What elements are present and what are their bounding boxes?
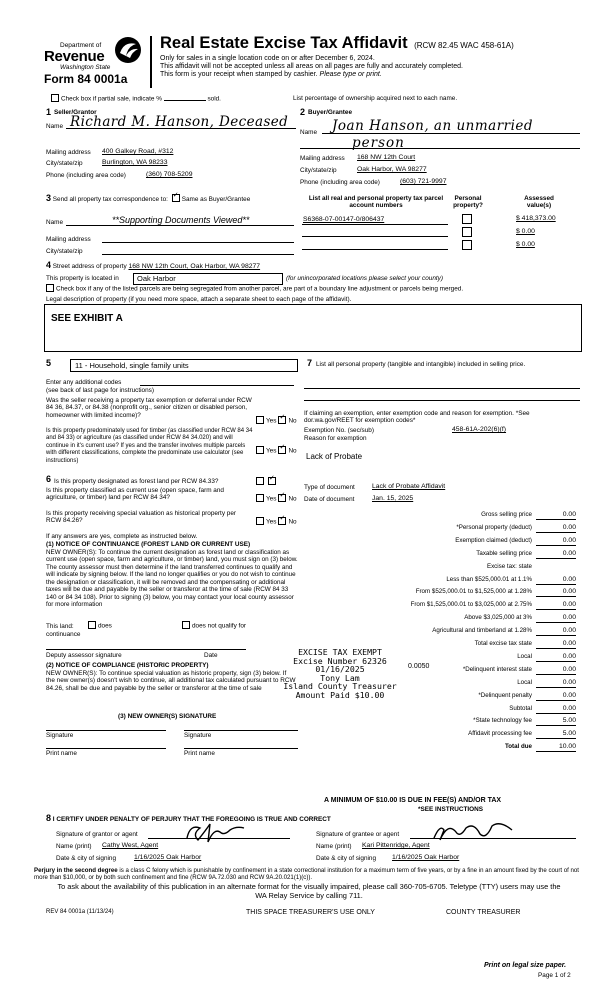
personal-property-checkbox-3[interactable] <box>462 240 472 250</box>
timber-yes-checkbox[interactable] <box>256 446 264 454</box>
corr-address-line <box>102 242 294 243</box>
receipt-note: This form is your receipt when stamped by cashier. <box>160 71 318 78</box>
location-label: This property is located in <box>46 275 119 282</box>
grantee-name-label: Name (print) <box>316 843 352 850</box>
fee-value[interactable]: 0.00 <box>536 666 576 675</box>
see-instructions: *SEE INSTRUCTIONS <box>418 806 483 813</box>
does-qualify-checkbox[interactable] <box>88 621 96 629</box>
doc-date-label: Date of document <box>304 496 355 503</box>
timber-yes-no <box>254 447 297 455</box>
accessibility-note: To ask about the availability of this publication in an alternate format for the visually impaired, please call 360-705-6705. Teletype (TTY) users may use the WA Relay Service by calling 711. <box>57 882 561 900</box>
fee-value[interactable]: 0.00 <box>536 653 576 662</box>
buyer-name-field[interactable]: Joan Hanson, an unmarried <box>332 118 534 134</box>
header-subtitle-1: Only for sales in a single location code on or after December 6, 2024. <box>160 55 375 62</box>
fee-value[interactable]: 0.00 <box>536 627 576 636</box>
this-land-label: This land: <box>46 623 74 630</box>
revision-label: REV 84 0001a (11/13/24) <box>46 909 114 915</box>
form-rcw: (RCW 82.45 WAC 458-61A) <box>414 41 514 50</box>
stamp-line-3: 01/16/2025 <box>315 664 365 675</box>
county-treasurer-label: COUNTY TREASURER <box>446 909 521 916</box>
buyer-name-label: Name <box>300 129 318 136</box>
continuance-body: NEW OWNER(S): To continue the current designation as forest land or classification as current use (open space, farm and agriculture, or timber) land, you must sign on (3) below. The county assessor must then determine if the land transferred continues to qualify and will indicate by signing below. If the land no longer qualifies or you do not wish to continue the designation or classification, it will be removed and the compensating or additional taxes will be due and payable by the seller or transferor at the time of sale (RCW 84 33 140 or 84 34 108). Prior to signing (3) below, you may contact your local county assessor for more information <box>46 549 298 609</box>
fee-label: Total excise tax state <box>474 640 532 647</box>
timber-no-checkbox[interactable] <box>278 446 286 454</box>
fee-label: *Delinquent penalty <box>478 691 532 699</box>
forest-question: Is this property designated as forest land per RCW 84.33? <box>54 478 219 485</box>
buyer-address-label: Mailing address <box>300 155 345 162</box>
perjury-note <box>34 867 580 881</box>
parcel-row-3-line <box>302 249 448 250</box>
deputy-date-label: Date <box>204 652 218 659</box>
does-qualify-label: does <box>98 622 112 630</box>
stamp-line-4: Tony Lam <box>320 672 360 683</box>
fee-label: Gross selling price <box>481 511 532 518</box>
header-subtitle-3 <box>160 71 382 79</box>
new-owner-sig-label-1: Signature <box>46 732 74 739</box>
correspondence-label: Send all property tax correspondence to: <box>52 196 168 203</box>
buyer-phone-label: Phone (including area code) <box>300 179 380 186</box>
fee-label: Affidavit processing fee <box>468 730 532 738</box>
seller-address-label: Mailing address <box>46 149 91 156</box>
use-code-value: 11 - Household, single family units <box>75 361 189 370</box>
fee-value[interactable]: 0.00 <box>536 601 576 610</box>
seller-city-label: City/state/zip <box>46 160 83 167</box>
new-owner-sig-line-2[interactable] <box>184 730 298 731</box>
personal-property-line[interactable] <box>304 388 580 389</box>
segregated-label: Check box if any of the listed parcels are being segregated from another parcel, are part of a boundary line adjustment or parcels being merged. <box>56 285 464 293</box>
forest-no-checkbox[interactable] <box>268 477 276 485</box>
fee-label: Agricultural and timberland at 1.28% <box>432 627 532 635</box>
does-not-qualify-checkbox[interactable] <box>182 621 190 629</box>
partial-sale-label: Check box if partial sale, indicate % <box>61 95 162 103</box>
street-address-field[interactable]: 168 NW 12th Court, Oak Harbor, WA 98277 <box>128 263 261 270</box>
fee-value[interactable]: 10.00 <box>536 743 576 752</box>
perjury-title: Perjury in the second degree <box>34 867 118 874</box>
buyer-city-label: City/state/zip <box>300 167 337 174</box>
section-2-num: 2 <box>300 107 306 117</box>
new-owner-sig-title: (3) NEW OWNER(S) SIGNATURE <box>118 713 217 720</box>
seller-address-field[interactable]: 400 Galkey Road, #312 <box>102 148 174 155</box>
does-not-option <box>180 622 246 630</box>
exemption-claim-note: If claiming an exemption, enter exemption code and reason for exemption. *See dor.wa.gov/REET for exemption codes* <box>304 410 530 425</box>
section-3-row: 3 Send all property tax correspondence to: ✓ Same as Buyer/Grantee <box>46 195 250 204</box>
seller-name-field[interactable]: Richard M. Hanson, Deceased <box>70 114 289 130</box>
new-owner-print-label-1: Print name <box>46 750 77 757</box>
parcel-acct-1[interactable]: S6368-07-00147-0/806437 <box>303 216 385 223</box>
revenue-logo-icon <box>114 36 142 64</box>
same-as-buyer-checkbox[interactable] <box>172 194 180 202</box>
timber-no-label: No <box>288 447 297 455</box>
fee-value[interactable]: 0.00 <box>536 550 576 559</box>
grantor-sig-label: Signature of grantor or agent <box>56 831 138 838</box>
fee-label: Taxable selling price <box>476 549 532 557</box>
corr-address-label: Mailing address <box>46 236 91 243</box>
if-any-note: If any answers are yes, complete as instructed below. <box>46 533 198 540</box>
compliance-title: (2) NOTICE OF COMPLIANCE (HISTORIC PROPERTY) <box>46 662 209 669</box>
current-use-no-checkbox[interactable] <box>278 494 286 502</box>
grantor-name-field[interactable]: Cathy West, Agent <box>102 842 159 849</box>
parcel-header-2: Personal property? <box>453 195 483 210</box>
partial-sold-label: sold. <box>207 95 221 103</box>
fee-label: Excise tax: state <box>486 562 532 570</box>
fee-value[interactable]: 5.00 <box>536 717 576 726</box>
buyer-phone-field[interactable]: (603) 721-9997 <box>400 178 447 185</box>
current-use-yes-label: Yes <box>266 495 277 503</box>
certify-title: I CERTIFY UNDER PENALTY OF PERJURY THAT THE FOREGOING IS TRUE AND CORRECT <box>52 816 331 823</box>
same-as-buyer-label: Same as Buyer/Grantee <box>181 196 251 203</box>
fee-value[interactable]: 0.00 <box>536 537 576 546</box>
use-code-select[interactable] <box>70 359 298 372</box>
historic-no-checkbox[interactable] <box>278 517 286 525</box>
grantee-signature[interactable] <box>430 818 520 849</box>
new-owner-sig-line-1[interactable] <box>46 730 166 731</box>
exemption-no-field[interactable]: 458-61A-202(6)(f) <box>452 426 507 433</box>
fee-value[interactable]: 0.00 <box>536 640 576 649</box>
grantee-date-field[interactable]: 1/16/2025 Oak Harbor <box>392 854 460 861</box>
certify-row: 8 I CERTIFY UNDER PENALTY OF PERJURY THAT THE FOREGOING IS TRUE AND CORRECT <box>46 813 331 823</box>
personal-property-checkbox-1[interactable] <box>462 214 472 224</box>
historic-yes-label: Yes <box>266 518 277 526</box>
stamp-line-6: Amount Paid $10.00 <box>295 689 385 700</box>
current-use-question: Is this property classified as current use (open space, farm and agriculture, or timber) land per RCW 84 34? <box>46 487 224 502</box>
exemption-no-checkbox[interactable] <box>278 416 286 424</box>
page-number: Page 1 of 2 <box>538 972 571 979</box>
street-address-label: Street address of property <box>52 263 127 270</box>
buyer-title: Buyer/Grantee <box>308 109 353 116</box>
grantor-signature[interactable] <box>184 820 254 851</box>
exemption-no-label: No <box>288 417 297 425</box>
exemption-reason-field[interactable]: Lack of Probate <box>306 452 363 461</box>
seller-name-label: Name <box>46 123 64 130</box>
personal-property-line-2[interactable] <box>304 400 580 401</box>
agency-logo-text: Revenue <box>44 48 105 65</box>
section-1-num: 1 <box>46 107 52 117</box>
historic-yes-no <box>254 518 297 526</box>
buyer-name-line-2 <box>300 148 580 149</box>
parcel-row-1-line <box>302 224 448 225</box>
fee-value[interactable]: 0.00 <box>536 705 576 714</box>
fee-value[interactable]: 0.00 <box>536 679 576 688</box>
fee-value[interactable]: 0.00 <box>536 588 576 597</box>
grantor-name-label: Name (print) <box>56 843 92 850</box>
additional-codes-line <box>140 385 294 386</box>
minimum-fee-note: A MINIMUM OF $10.00 IS DUE IN FEE(S) AND/OR TAX <box>324 797 502 804</box>
personal-property-checkbox-2[interactable] <box>462 227 472 237</box>
legal-description-box[interactable] <box>44 304 582 352</box>
current-use-yes-checkbox[interactable] <box>256 494 264 502</box>
personal-property-label: List all personal property (tangible and intangible) included in selling price. <box>316 361 526 368</box>
fee-label: Local <box>517 678 532 686</box>
segregated-checkbox[interactable] <box>46 284 54 292</box>
fee-label: Less than $525,000.01 at 1.1% <box>446 575 532 583</box>
does-option <box>86 622 112 630</box>
legal-size-note: Print on legal size paper. <box>484 962 567 969</box>
partial-sale-row <box>49 95 221 103</box>
fee-label: Above $3,025,000 at 3% <box>464 614 532 622</box>
fee-label: *Personal property (deduct) <box>456 523 532 531</box>
exemption-question: Was the seller receiving a property tax exemption or deferral under RCW 84 36, 84.37, or 84.38 (nonprofit org., senior citizen or disabled person, homeowner with limited income)? <box>46 397 252 419</box>
form-header <box>40 34 580 94</box>
section-4-row: 4 Street address of property 168 NW 12th Court, Oak Harbor, WA 98277 <box>46 260 261 270</box>
parcel-header-1: List all real and personal property tax parcel account numbers <box>308 195 444 210</box>
perjury-text: is a class C felony which is punishable by confinement in a state correctional institution for a maximum term of five years, or by a fine in an amount fixed by the court of not more than $10,000, or by both such confinement and fine (RCW 9A.72.030 and RCW 9A.20.021(1)(c)). <box>34 867 579 881</box>
section-6-num: 6 <box>46 474 52 484</box>
fee-label: *State technology fee <box>473 717 532 725</box>
fee-label: Subtotal <box>509 704 532 712</box>
new-owner-print-line-1[interactable] <box>46 748 166 749</box>
exemption-reason-label: Reason for exemption <box>304 435 367 442</box>
forest-yes-checkbox[interactable] <box>256 477 264 485</box>
current-use-yes-no <box>254 495 297 503</box>
fee-label: Exemption claimed (deduct) <box>455 536 532 544</box>
deputy-signature-label: Deputy assessor signature <box>46 652 122 659</box>
historic-yes-checkbox[interactable] <box>256 517 264 525</box>
grantor-signature-scribble <box>184 820 254 846</box>
section-7-num: 7 <box>307 358 313 368</box>
city-select-value: Oak Harbor <box>137 274 176 283</box>
legal-desc-label: Legal description of property (if you need more space, attach a separate sheet to each page of the affidavit). <box>46 296 352 303</box>
historic-question: Is this property receiving special valuation as historical property per RCW 84.26? <box>46 510 237 525</box>
parcel-value-1[interactable]: $ 418,373.00 <box>516 215 556 222</box>
stamp-line-2: Excise Number 62326 <box>293 655 387 666</box>
local-rate: 0.0050 <box>408 663 430 670</box>
stamp-line-1: EXCISE TAX EXEMPT <box>298 647 382 657</box>
fee-label: *Delinquent interest state <box>462 665 532 673</box>
current-use-no-label: No <box>288 495 297 503</box>
form-number: Form 84 0001a <box>44 72 128 86</box>
continuance-title: (1) NOTICE OF CONTINUANCE (FOREST LAND OR CURRENT USE) <box>46 541 251 548</box>
treasurer-use-label: THIS SPACE TREASURER'S USE ONLY <box>246 909 375 916</box>
fee-label: From $525,000.01 to $1,525,000 at 1.28% <box>415 588 532 596</box>
state-label: Washington State <box>60 64 111 71</box>
seller-phone-field[interactable]: (360) 708-5209 <box>146 171 193 178</box>
see-last-page-label: (see back of last page for instructions) <box>46 387 154 394</box>
fee-label: Local <box>517 652 532 660</box>
corr-name-label: Name <box>46 219 64 226</box>
form-title: Real Estate Excise Tax Affidavit <box>160 34 408 52</box>
corr-name-line <box>66 225 294 226</box>
form-title-row <box>160 34 514 53</box>
seller-city-field[interactable]: Burlington, WA 98233 <box>102 159 168 166</box>
header-subtitle-2: This affidavit will not be accepted unless all areas on all pages are fully and accurately completed. <box>160 63 463 70</box>
stamp-line-5: Island County Treasurer <box>283 681 397 692</box>
corr-city-line <box>102 254 294 255</box>
continuance-label: continuance <box>46 631 81 638</box>
buyer-name-field-2[interactable]: person <box>352 135 405 151</box>
parcel-value-3[interactable]: $ 0.00 <box>516 241 535 248</box>
forest-yes-no <box>254 478 278 486</box>
parcel-row-2-line <box>302 236 448 237</box>
exemption-yes-no <box>254 417 297 425</box>
doc-type-label: Type of document <box>304 484 355 491</box>
grantor-date-label: Date & city of signing <box>56 855 117 862</box>
fee-value[interactable]: 0.00 <box>536 614 576 623</box>
new-owner-sig-label-2: Signature <box>184 732 212 739</box>
exemption-yes-checkbox[interactable] <box>256 416 264 424</box>
buyer-address-field[interactable]: 168 NW 12th Court <box>357 154 416 161</box>
ownership-note: List percentage of ownership acquired next to each name. <box>293 95 458 102</box>
dept-label: Department of <box>60 42 102 49</box>
additional-codes-label: Enter any additional codes <box>46 379 122 386</box>
grantee-name-field[interactable]: Kari Pittenridge, Agent <box>362 842 430 849</box>
fee-value[interactable]: 0.00 <box>536 576 576 585</box>
seller-title: Seller/Grantor <box>54 109 97 116</box>
fee-value[interactable]: 5.00 <box>536 730 576 739</box>
segregated-row <box>44 285 463 293</box>
corr-city-label: City/state/zip <box>46 248 83 255</box>
doc-type-field[interactable]: Lack of Probate Affidavit <box>372 483 446 490</box>
new-owner-print-label-2: Print name <box>184 750 215 757</box>
section-5-num: 5 <box>46 358 52 368</box>
historic-no-label: No <box>288 518 297 526</box>
compliance-body: NEW OWNER(S): To continue special valuation as historic property, sign (3) below. If the new owner(s) doesn't wish to continue, all additional tax calculated pursuant to RCW 84.26, shall be due and payable by the seller or transferor at the time of sale <box>46 670 296 692</box>
corr-name-field[interactable]: **Supporting Documents Viewed** <box>112 215 250 225</box>
deputy-signature-line[interactable] <box>46 649 246 650</box>
parcel-header-3: Assessed value(s) <box>524 195 554 210</box>
legal-description-text: SEE EXHIBIT A <box>51 313 123 324</box>
grantee-sig-label: Signature of grantee or agent <box>316 831 400 838</box>
new-owner-print-line-2[interactable] <box>184 748 298 749</box>
partial-percent-field[interactable] <box>164 100 206 101</box>
grantee-date-label: Date & city of signing <box>316 855 377 862</box>
doc-date-field[interactable]: Jan. 15, 2025 <box>372 495 414 502</box>
exemption-yes-label: Yes <box>266 417 277 425</box>
exemption-no-label: Exemption No. (sec/sub) <box>304 427 374 434</box>
treasurer-stamp <box>272 648 408 700</box>
seller-phone-label: Phone (including area code) <box>46 172 126 179</box>
header-divider <box>150 36 152 88</box>
timber-yes-label: Yes <box>266 447 277 455</box>
buyer-city-field[interactable]: Oak Harbor, WA 98277 <box>357 166 427 173</box>
grantor-date-field[interactable]: 1/16/2025 Oak Harbor <box>134 854 202 861</box>
parcel-value-2[interactable]: $ 0.00 <box>516 228 535 235</box>
city-select[interactable] <box>133 273 283 285</box>
unincorporated-note: (for unincorporated locations please select your county) <box>286 275 444 282</box>
fee-value[interactable]: 0.00 <box>536 692 576 701</box>
fee-label: From $1,525,000.01 to $3,025,000 at 2.75% <box>410 601 532 609</box>
does-not-qualify-label: does not qualify for <box>192 622 246 630</box>
type-print-note: Please type or print. <box>319 71 382 78</box>
timber-question: Is this property predominately used for timber (as classified under RCW 84 34 and 84 33) or agriculture (as classified under RCW 84 34.020) and will continue in it's current use? If yes and the transfer involves multiple parcels with different classifications, complete the predominate use calculator (see instructions) <box>46 428 253 464</box>
fee-value[interactable]: 0.00 <box>536 524 576 533</box>
partial-sale-checkbox[interactable] <box>51 94 59 102</box>
fee-value[interactable]: 0.00 <box>536 511 576 520</box>
fee-label: Total due <box>504 743 532 751</box>
grantee-signature-scribble <box>430 818 520 844</box>
